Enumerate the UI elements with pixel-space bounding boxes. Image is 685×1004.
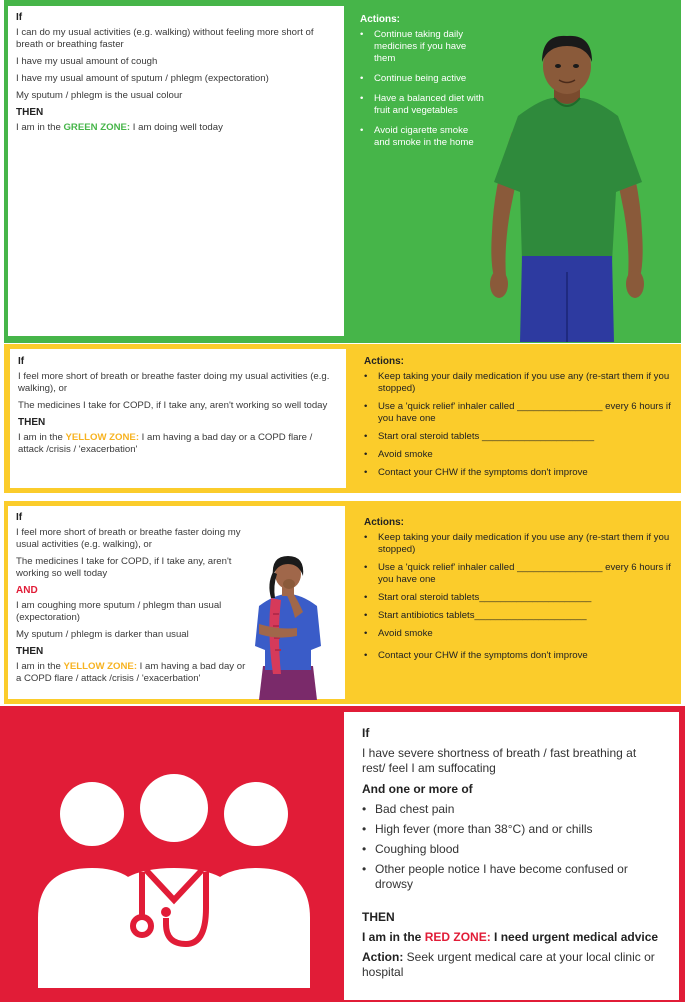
condition: I feel more short of breath or breathe faster doing my usual activities (e.g. walking), or	[18, 371, 330, 394]
then-label: THEN	[16, 646, 44, 657]
actions-list	[364, 371, 674, 479]
condition: The medicines I take for COPD, if I take any, aren't working so well today	[18, 400, 328, 411]
condition: I am coughing more sputum / phlegm than usual (expectoration)	[16, 600, 222, 623]
zone-statement: I am in the YELLOW ZONE: I am having a bad day or a COPD flare / attack /crisis / 'exacerbation'	[18, 432, 313, 455]
zone-statement: I am in the YELLOW ZONE: I am having a bad day or a COPD flare / attack /crisis / 'exacerbation'	[16, 661, 246, 684]
yellow-conditions-box	[10, 349, 346, 488]
yellow-zone-panel	[4, 344, 681, 493]
action-item: • Avoid smoke	[364, 449, 674, 461]
actions-label: Actions:	[364, 356, 404, 367]
action-item: • Have a balanced diet with fruit and vegetables	[360, 93, 485, 117]
action-item: • Start antibiotics tablets_____________________	[364, 610, 674, 622]
condition: I feel more short of breath or breathe faster doing my usual activities (e.g. walking), or	[16, 527, 241, 550]
yellow-actions	[364, 356, 674, 485]
zone-statement: I am in the RED ZONE: I need urgent medical advice	[362, 930, 659, 944]
then-label: THEN	[16, 107, 44, 118]
actions-label: Actions:	[360, 14, 400, 25]
green-zone-panel	[4, 0, 681, 343]
symptoms-list	[362, 802, 661, 892]
coughing-woman-illustration	[245, 554, 331, 700]
symptom-item: • Coughing blood	[362, 842, 661, 857]
action-item: • Keep taking your daily medication if you use any (re-start them if you stopped)	[364, 371, 674, 395]
and-label: And one or more of	[362, 782, 473, 796]
then-label: THEN	[18, 417, 46, 428]
symptom-item: • High fever (more than 38°C) and or chills	[362, 822, 661, 837]
condition: My sputum / phlegm is the usual colour	[16, 90, 183, 101]
condition: I have severe shortness of breath / fast breathing at rest/ feel I am suffocating	[362, 746, 637, 775]
then-label: THEN	[362, 910, 395, 924]
if-label: If	[18, 356, 25, 367]
action-item: • Avoid cigarette smoke and smoke in the home	[360, 125, 485, 149]
yellow-zone-label: YELLOW ZONE:	[65, 432, 140, 443]
healthy-man-illustration	[482, 32, 652, 342]
action-item: • Start oral steroid tablets_____________________	[364, 592, 674, 604]
symptom-item: • Bad chest pain	[362, 802, 661, 817]
action-item: • Continue taking daily medicines if you have them	[360, 29, 485, 65]
condition: The medicines I take for COPD, if I take any, aren't working so well today	[16, 556, 232, 579]
green-zone-label: GREEN ZONE:	[63, 122, 131, 133]
green-actions	[360, 14, 485, 157]
condition: My sputum / phlegm is darker than usual	[16, 629, 189, 640]
action-item: • Avoid smoke	[364, 628, 674, 640]
action-item: • Contact your CHW if the symptoms don't improve	[364, 650, 674, 662]
action-item: • Start oral steroid tablets _____________________	[364, 431, 674, 443]
action-item: • Use a 'quick relief' inhaler called ________________ every 6 hours if you have one	[364, 562, 674, 586]
actions-list	[360, 29, 485, 149]
actions-label: Actions:	[364, 517, 404, 528]
yellow-conditions-box	[8, 506, 345, 699]
yellow-zone-label: YELLOW ZONE:	[63, 661, 138, 672]
doctors-group-icon	[34, 768, 314, 988]
zone-statement: I am in the GREEN ZONE: I am doing well today	[16, 122, 223, 133]
action-item: • Use a 'quick relief' inhaler called ________________ every 6 hours if you have one	[364, 401, 674, 425]
yellow-actions	[364, 517, 674, 668]
condition: I have my usual amount of cough	[16, 56, 158, 67]
condition: I can do my usual activities (e.g. walking) without feeling more short of breath or breathing faster	[16, 27, 314, 50]
yellow-zone-panel-2	[4, 501, 681, 704]
red-zone-label: RED ZONE:	[424, 930, 491, 944]
and-label: AND	[16, 585, 38, 596]
green-conditions-box	[8, 6, 344, 336]
if-label: If	[16, 512, 23, 523]
red-conditions-box	[344, 712, 679, 1000]
actions-list	[364, 532, 674, 662]
symptom-item: • Other people notice I have become confused or drowsy	[362, 862, 661, 892]
condition: I have my usual amount of sputum / phlegm (expectoration)	[16, 73, 269, 84]
action-item: • Keep taking your daily medication if you use any (re-start them if you stopped)	[364, 532, 674, 556]
action-item: • Contact your CHW if the symptoms don't improve	[364, 467, 674, 479]
action-item: • Continue being active	[360, 73, 485, 85]
if-label: If	[16, 12, 23, 23]
action-statement: Action: Seek urgent medical care at your local clinic or hospital	[362, 950, 655, 979]
red-zone-panel	[0, 706, 685, 1002]
if-label: If	[362, 726, 370, 740]
